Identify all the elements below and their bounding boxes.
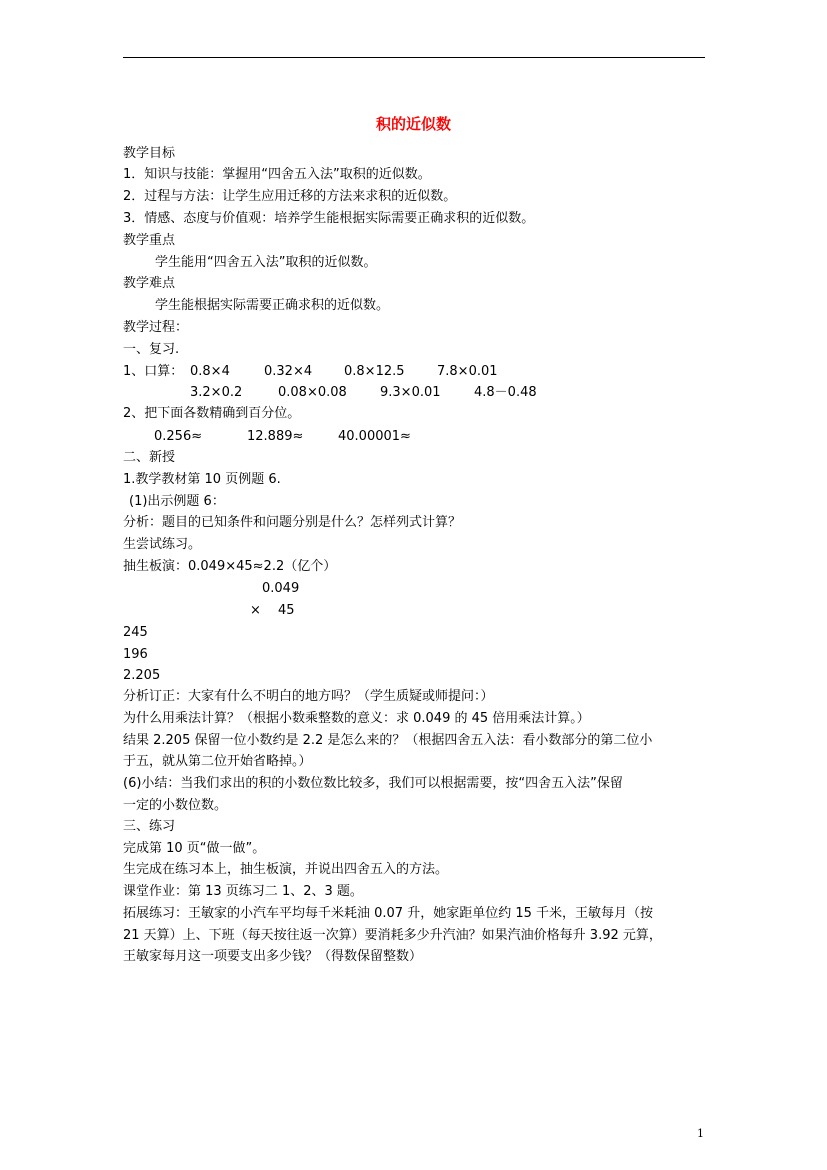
vertical-calc-multiplicand: 0.049 <box>262 581 300 596</box>
practice-line: 课堂作业：第 13 页练习二 1、2、3 题。 <box>123 884 363 899</box>
board-demo-line: 抽生板演：0.049×45≈2.2（亿个） <box>123 559 337 574</box>
oral-calc-item: 0.08×0.08 <box>278 385 347 400</box>
document-title: 积的近似数 <box>375 115 451 133</box>
rounding-item: 40.00001≈ <box>338 429 411 444</box>
lesson-line: 分析订正：大家有什么不明白的地方吗？（学生质疑或师提问：） <box>123 689 494 704</box>
vertical-calc-partial: 196 <box>123 647 148 662</box>
lesson-line: 生尝试练习。 <box>123 537 202 552</box>
difficulty-heading: 教学难点 <box>123 276 176 291</box>
vertical-calc-result: 2.205 <box>123 668 161 683</box>
difficulty-text: 学生能根据实际需要正确求积的近似数。 <box>155 298 390 313</box>
extension-line: 21 天算）上、下班（每天按往返一次算）要消耗多少升汽油？如果汽油价格每升 3.92 元算， <box>123 928 662 943</box>
key-point-heading: 教学重点 <box>123 233 176 248</box>
lesson-line: 于五，就从第二位开始省略掉。） <box>123 754 312 769</box>
objectives-heading: 教学目标 <box>123 146 176 161</box>
oral-calc-item: 0.32×4 <box>264 364 313 379</box>
practice-heading: 三、练习 <box>123 819 176 834</box>
oral-calc-item: 3.2×0.2 <box>190 385 243 400</box>
oral-calc-row-1 <box>123 364 705 380</box>
oral-calc-item: 9.3×0.01 <box>380 385 441 400</box>
oral-calc-row-2 <box>123 385 705 401</box>
new-lesson-heading: 二、新授 <box>123 450 176 465</box>
practice-line: 完成第 10 页“做一做”。 <box>123 841 266 856</box>
oral-calc-label: 1、口算： <box>123 364 184 379</box>
vertical-calc-partial: 245 <box>123 625 148 640</box>
oral-calc-item: 7.8×0.01 <box>437 364 498 379</box>
key-point-text: 学生能用“四舍五入法”取积的近似数。 <box>155 255 377 270</box>
extension-line: 王敏家每月这一项要支出多少钱？（得数保留整数） <box>123 949 423 964</box>
extension-line: 拓展练习：王敏家的小汽车平均每千米耗油 0.07 升，她家距单位约 15 千米，王敏每月（按 <box>123 906 654 921</box>
oral-calc-item: 0.8×12.5 <box>344 364 405 379</box>
lesson-line: 结果 2.205 保留一位小数约是 2.2 是怎么来的？（根据四舍五入法：看小数部分的第二位小 <box>123 733 653 748</box>
review-heading: 一、复习. <box>123 342 180 357</box>
rounding-prompt: 2、把下面各数精确到百分位。 <box>123 406 301 421</box>
lesson-line: 为什么用乘法计算？（根据小数乘整数的意义：求 0.049 的 45 倍用乘法计算。） <box>123 711 590 726</box>
oral-calc-item: 0.8×4 <box>190 364 230 379</box>
objective-item-3: 3．情感、态度与价值观：培养学生能根据实际需要正确求积的近似数。 <box>123 211 535 226</box>
rounding-item: 0.256≈ <box>154 429 203 444</box>
process-heading: 教学过程： <box>123 320 189 335</box>
rounding-items <box>123 429 705 445</box>
rounding-item: 12.889≈ <box>247 429 304 444</box>
objective-item-1: 1．知识与技能：掌握用“四舍五入法”取积的近似数。 <box>123 167 431 182</box>
oral-calc-item: 4.8－0.48 <box>474 385 537 400</box>
objective-item-2: 2．过程与方法：让学生应用迁移的方法来求积的近似数。 <box>123 189 457 204</box>
vertical-calc-times-sign: × <box>250 603 261 618</box>
header-rule <box>123 57 705 58</box>
lesson-line: 1.教学教材第 10 页例题 6. <box>123 472 281 487</box>
page-number: 1 <box>697 1127 704 1140</box>
lesson-line: (1)出示例题 6： <box>129 494 225 509</box>
vertical-calc-multiplier: 45 <box>278 603 295 618</box>
summary-line: 一定的小数位数。 <box>123 798 228 813</box>
practice-line: 生完成在练习本上，抽生板演，并说出四舍五入的方法。 <box>123 862 449 877</box>
lesson-line: 分析：题目的已知条件和问题分别是什么？怎样列式计算？ <box>123 515 462 530</box>
summary-line: (6)小结：当我们求出的积的小数位数比较多，我们可以根据需要，按“四舍五入法”保留 <box>123 776 623 791</box>
